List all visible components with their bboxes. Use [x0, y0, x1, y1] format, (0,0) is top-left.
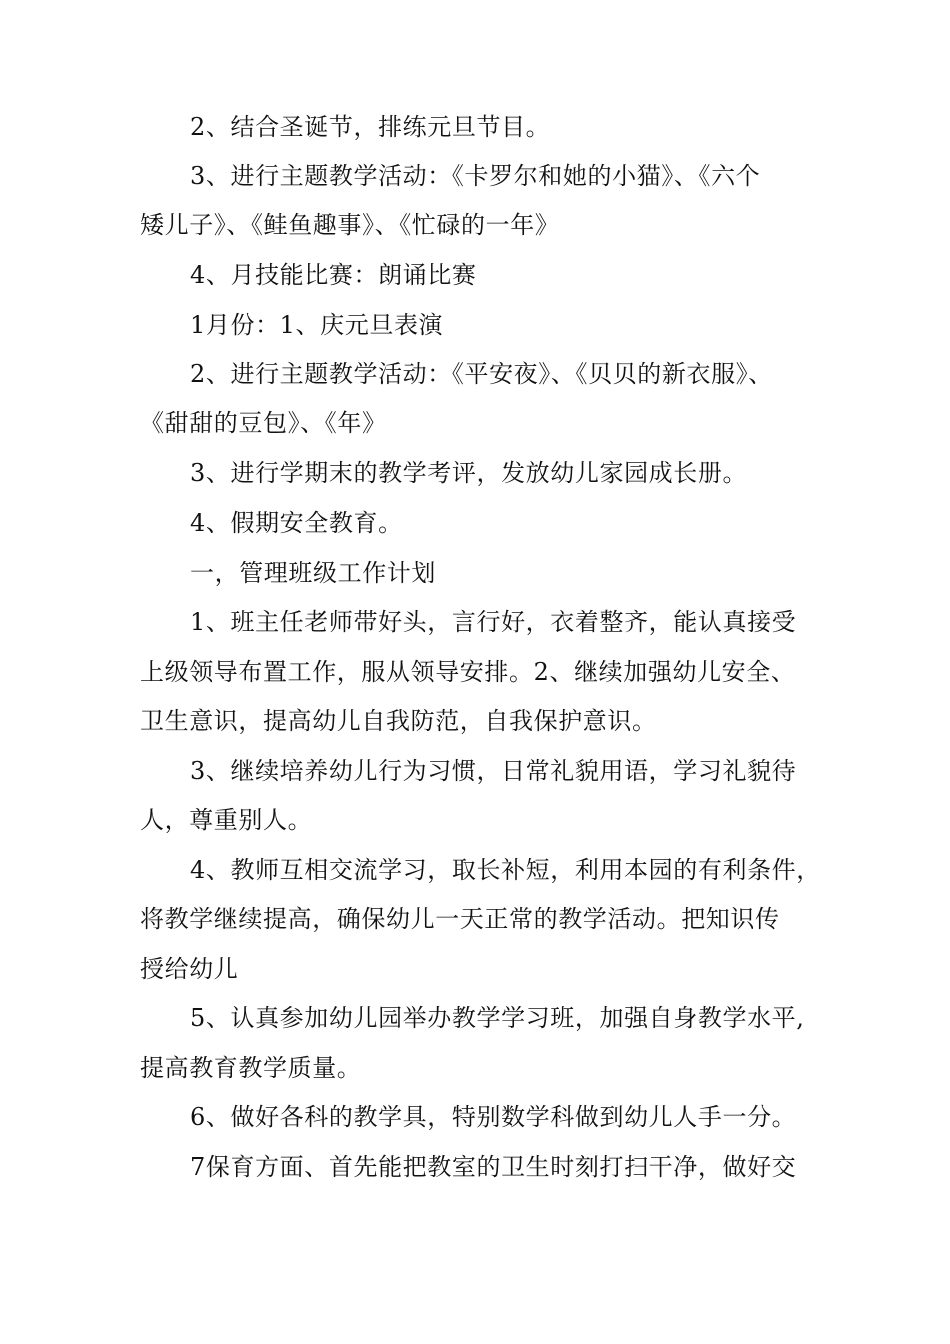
paragraph-line: 卫生意识，提高幼儿自我防范，自我保护意识。 [140, 707, 657, 735]
paragraph-line: 5、认真参加幼儿园举办教学学习班，加强自身教学水平, [190, 1004, 805, 1032]
paragraph-line: 2、结合圣诞节，排练元旦节目。 [190, 113, 551, 141]
paragraph-line: 4、教师互相交流学习，取长补短，利用本园的有利条件， [190, 856, 821, 884]
paragraph-line: 6、做好各科的教学具，特别数学科做到幼儿人手一分。 [190, 1103, 797, 1131]
paragraph-line: 提高教育教学质量。 [140, 1054, 362, 1082]
paragraph-line: 3、继续培养幼儿行为习惯，日常礼貌用语，学习礼貌待 [190, 757, 797, 785]
paragraph-line: 4、假期安全教育。 [190, 509, 403, 537]
paragraph-line: 矮儿子》、《鲑鱼趣事》、《忙碌的一年》 [140, 211, 560, 239]
section-heading: 一，管理班级工作计划 [190, 559, 436, 587]
paragraph-line: 1、班主任老师带好头，言行好，衣着整齐，能认真接受 [190, 608, 797, 636]
paragraph-line: 人，尊重别人。 [140, 806, 313, 834]
paragraph-line: 3、进行学期末的教学考评，发放幼儿家园成长册。 [190, 459, 748, 487]
paragraph-line: 将教学继续提高，确保幼儿一天正常的教学活动。把知识传 [140, 905, 780, 933]
paragraph-line: 7保育方面、首先能把教室的卫生时刻打扫干净，做好交 [190, 1153, 797, 1181]
paragraph-line: 上级领导布置工作，服从领导安排。2、继续加强幼儿安全、 [140, 658, 796, 686]
paragraph-line: 1月份：1、庆元旦表演 [190, 311, 444, 339]
paragraph-line: 2、进行主题教学活动：《平安夜》、《贝贝的新衣服》、 [190, 360, 773, 388]
paragraph-line: 4、月技能比赛：朗诵比赛 [190, 261, 477, 289]
paragraph-line: 授给幼儿 [140, 955, 239, 983]
paragraph-line: 《甜甜的豆包》、《年》 [140, 409, 387, 437]
paragraph-line: 3、进行主题教学活动：《卡罗尔和她的小猫》、《六个 [190, 162, 761, 190]
